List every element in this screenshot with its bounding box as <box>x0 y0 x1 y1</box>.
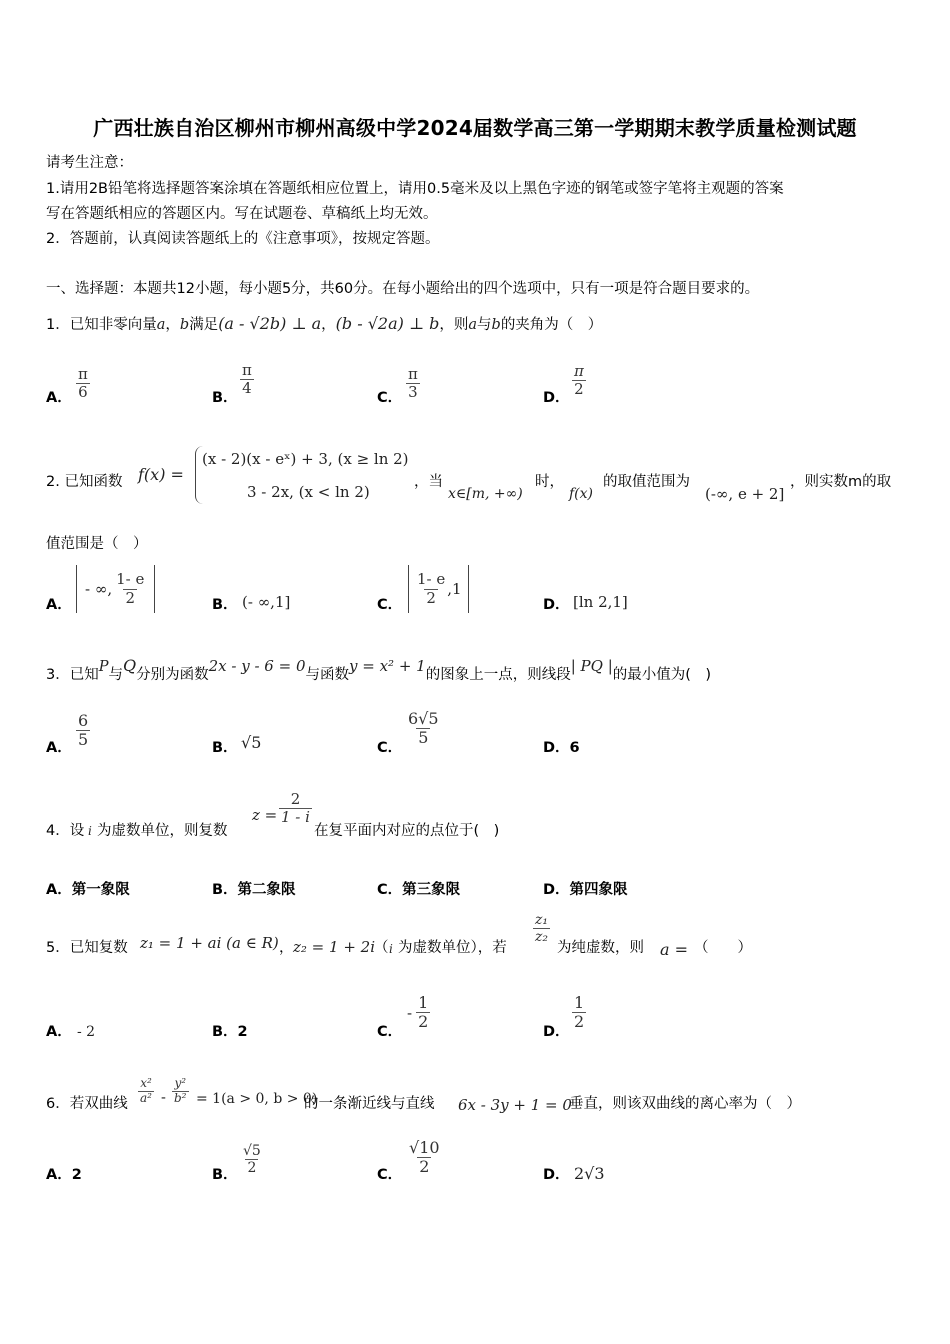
q3-a-den: 5 <box>78 730 89 750</box>
q2-c-num: 1- e <box>417 570 446 589</box>
q1-vec-a: a <box>156 317 166 333</box>
q1-text-2: 满足 <box>189 317 219 333</box>
q5-option-d: D． <box>543 1024 570 1040</box>
q1-d-num: π <box>574 362 584 380</box>
q6-option-b: B． <box>212 1167 238 1183</box>
q3-func-1: 2x - y - 6 = 0 <box>208 657 306 675</box>
section-1-heading: 一、选择题：本题共12小题，每小题5分，共60分。在每小题给出的四个选项中，只有一项是符合题目要求的。 <box>46 281 760 297</box>
q4-text-2: 为虚数单位，则复数 <box>97 823 228 839</box>
q6-text: 6．若双曲线 <box>46 1096 128 1112</box>
q6-frac-y <box>172 1077 189 1106</box>
q6-text-3: 垂直，则该双曲线的离心率为（ ） <box>569 1096 801 1112</box>
q6-hyperbola-cond: = 1(a > 0, b > 0) <box>196 1091 318 1107</box>
q1-vec-b: b <box>179 317 190 333</box>
q3-a-num: 6 <box>78 711 89 730</box>
q1-cond-2: (b - √2a) ⊥ b <box>335 314 440 333</box>
q2-option-d: D． <box>543 597 570 613</box>
q2-func-name: f(x) = <box>138 465 184 484</box>
q6-y-den: b² <box>174 1090 187 1105</box>
q4-text-3: 在复平面内对应的点位于( ) <box>314 823 500 839</box>
q6-minus: - <box>161 1090 166 1106</box>
q2-text-2: ，当 <box>414 474 443 490</box>
q1-b-den: 4 <box>242 379 252 398</box>
q1-option-b <box>212 386 238 407</box>
q3-q: Q <box>123 656 137 675</box>
q5-option-b: B．2 <box>212 1024 248 1040</box>
q2-a-den: 2 <box>125 588 136 607</box>
q2-range: (-∞, e + 2] <box>705 485 785 503</box>
q1-text-3: ，则 <box>439 317 469 333</box>
q3-c-den: 5 <box>418 728 429 748</box>
q6-option-c: C． <box>377 1167 403 1183</box>
q6-y-num: y² <box>174 1076 187 1090</box>
q4-option-a: A．第一象限 <box>46 882 130 898</box>
q1-vec-b-2: b <box>491 317 501 333</box>
q5-paren: （ <box>374 940 389 956</box>
exam-title: 广西壮族自治区柳州市柳州高级中学2024届数学高三第一学期期末教学质量检测试题 <box>93 116 857 140</box>
q2-option-c-value <box>408 565 469 613</box>
q3-text-6: 的最小值为( ) <box>612 667 712 683</box>
q1-option-a-label: A． <box>46 390 72 406</box>
q6-line: 6x - 3y + 1 = 0 <box>458 1096 572 1114</box>
notice-item-2: 2．答题前，认真阅读答题纸上的《注意事项》，按规定答题。 <box>46 231 440 247</box>
q2-domain: x∈[m, +∞) <box>448 486 523 502</box>
question-1 <box>46 313 602 334</box>
q4-option-c: C．第三象限 <box>377 882 461 898</box>
q5-option-d-value <box>572 994 586 1032</box>
q2-option-b-value: (- ∞,1] <box>242 593 291 611</box>
q6-b-num: √5 <box>243 1143 261 1159</box>
q2-option-b: B． <box>212 597 238 613</box>
q2-a-prefix: - ∞, <box>85 580 113 598</box>
q2-fx: f(x) <box>569 486 594 502</box>
q1-vec-a-2: a <box>468 317 478 333</box>
q5-ratio-num: z₁ <box>535 912 548 928</box>
q2-piece-1: (x - 2)(x - eˣ) + 3, (x ≥ ln 2) <box>202 450 409 468</box>
q3-option-a: A． <box>46 740 72 756</box>
q3-c-num: 6√5 <box>408 709 439 728</box>
q1-c-num: π <box>408 365 418 383</box>
q1-option-c <box>377 386 402 407</box>
q5-sep: ， <box>279 940 294 956</box>
q4-option-d: D．第四象限 <box>543 882 628 898</box>
q1-a-num: π <box>78 365 88 383</box>
q3-text-3: 分别为函数 <box>136 667 209 683</box>
q1-text: 1．已知非零向量 <box>46 317 157 333</box>
q5-ratio <box>533 912 550 945</box>
notice-heading: 请考生注意： <box>46 155 133 171</box>
q6-c-num: √10 <box>409 1138 440 1157</box>
q2-text-4: 的取值范围为 <box>603 474 690 490</box>
q1-sep-2: ， <box>321 317 336 333</box>
q1-cond-1: (a - √2b) ⊥ a <box>218 314 322 333</box>
q6-b-den: 2 <box>247 1160 257 1177</box>
q6-x-den: a² <box>140 1090 152 1105</box>
q3-text-5: 的图象上一点，则线段 <box>425 667 571 683</box>
q1-option-d-label: D． <box>543 390 570 406</box>
q5-c-den: 2 <box>418 1012 429 1032</box>
q3-option-a-value <box>76 712 90 750</box>
q5-option-c-value <box>407 994 430 1032</box>
q4-frac-den: 1 - i <box>281 808 310 827</box>
q3-pq: | PQ | <box>570 657 613 675</box>
q1-option-d <box>543 386 570 407</box>
q2-option-d-value: [ln 2,1] <box>573 593 628 611</box>
q6-option-d-value: 2√3 <box>574 1164 605 1183</box>
q3-text: 3．已知 <box>46 667 99 683</box>
q2-option-a-value <box>76 565 155 613</box>
q1-sep: ， <box>165 317 180 333</box>
q1-option-b-value <box>240 362 254 398</box>
q4-z: z = <box>252 806 278 824</box>
q5-a-eq: a = <box>660 940 689 959</box>
q3-option-c-value <box>406 710 441 748</box>
notice-item-1-line-1: 1.请用2B铅笔将选择题答案涂填在答题纸相应位置上，请用0.5毫米及以上黑色字迹的钢笔或签字笔将主观题的答案 <box>46 181 784 197</box>
q3-option-c: C． <box>377 740 403 756</box>
notice-item-1-line-2: 写在答题纸相应的答题区内。写在试题卷、草稿纸上均无效。 <box>46 206 438 222</box>
q2-option-c: C． <box>377 597 403 613</box>
q6-option-b-value <box>241 1143 263 1176</box>
q5-option-a: A． <box>46 1024 72 1040</box>
q6-text-2: 的一条渐近线与直线 <box>304 1096 435 1112</box>
q1-option-d-value <box>572 363 586 399</box>
q4-i: i <box>88 824 92 838</box>
q2-c-suffix: ,1 <box>447 580 462 598</box>
q6-c-den: 2 <box>419 1157 430 1177</box>
q5-i: i <box>389 942 393 956</box>
q1-d-den: 2 <box>574 380 584 399</box>
q1-text-5: 的夹角为（ ） <box>500 317 603 333</box>
q4-text: 4．设 <box>46 823 85 839</box>
q2-c-den: 2 <box>426 588 436 607</box>
q6-option-c-value <box>407 1139 442 1177</box>
q2-text-3: 时， <box>535 474 564 490</box>
q1-option-b-label: B． <box>212 390 238 406</box>
q1-c-den: 3 <box>408 383 418 402</box>
question-3 <box>46 656 712 684</box>
q4-option-b: B．第二象限 <box>212 882 296 898</box>
q6-option-d: D． <box>543 1167 570 1183</box>
q2-text-5: ，则实数m的取 <box>790 474 892 490</box>
q3-option-b: B． <box>212 740 238 756</box>
q5-d-num: 1 <box>574 993 585 1012</box>
q6-frac-x <box>138 1077 154 1106</box>
q2-text-6: 值范围是（ ） <box>46 536 148 552</box>
q3-func-2: y = x² + 1 <box>349 657 426 675</box>
q4-frac-num: 2 <box>290 790 301 808</box>
q3-option-d: D．6 <box>543 740 580 756</box>
q1-b-num: π <box>242 361 252 379</box>
q5-text-3: 为纯虚数，则 <box>557 940 644 956</box>
q3-text-4: 与函数 <box>305 667 350 683</box>
q5-text: 5．已知复数 <box>46 940 128 956</box>
q3-p: P <box>98 659 109 675</box>
q5-option-a-value: - 2 <box>77 1024 96 1040</box>
q5-z1: z₁ = 1 + ai (a ∈ R) <box>140 934 279 952</box>
q3-option-b-value: √5 <box>241 733 262 752</box>
q1-option-c-label: C． <box>377 390 403 406</box>
q5-d-den: 2 <box>574 1012 585 1032</box>
q2-piece-2: 3 - 2x, (x < ln 2) <box>247 483 370 501</box>
q1-option-c-value <box>406 366 420 402</box>
q2-a-num: 1- e <box>116 570 145 589</box>
q1-a-den: 6 <box>78 383 88 402</box>
q1-text-4: 与 <box>477 317 492 333</box>
q5-text-2: 为虚数单位），若 <box>398 940 507 956</box>
q1-option-a-value <box>76 366 90 402</box>
q2-option-a: A． <box>46 597 72 613</box>
q4-fraction <box>279 791 312 827</box>
q5-c-sign: - <box>407 1003 413 1022</box>
q3-text-2: 与 <box>108 667 123 683</box>
q5-c-num: 1 <box>418 993 429 1012</box>
q5-z2: z₂ = 1 + 2i <box>293 938 376 956</box>
q5-text-4: （ ） <box>694 940 752 956</box>
q5-ratio-den: z₂ <box>535 929 548 946</box>
q6-option-a: A．2 <box>46 1167 82 1183</box>
q5-option-c: C． <box>377 1024 403 1040</box>
q6-x-num: x² <box>140 1076 152 1090</box>
q2-text: 2. 已知函数 <box>46 474 123 490</box>
q1-option-a <box>46 386 72 407</box>
